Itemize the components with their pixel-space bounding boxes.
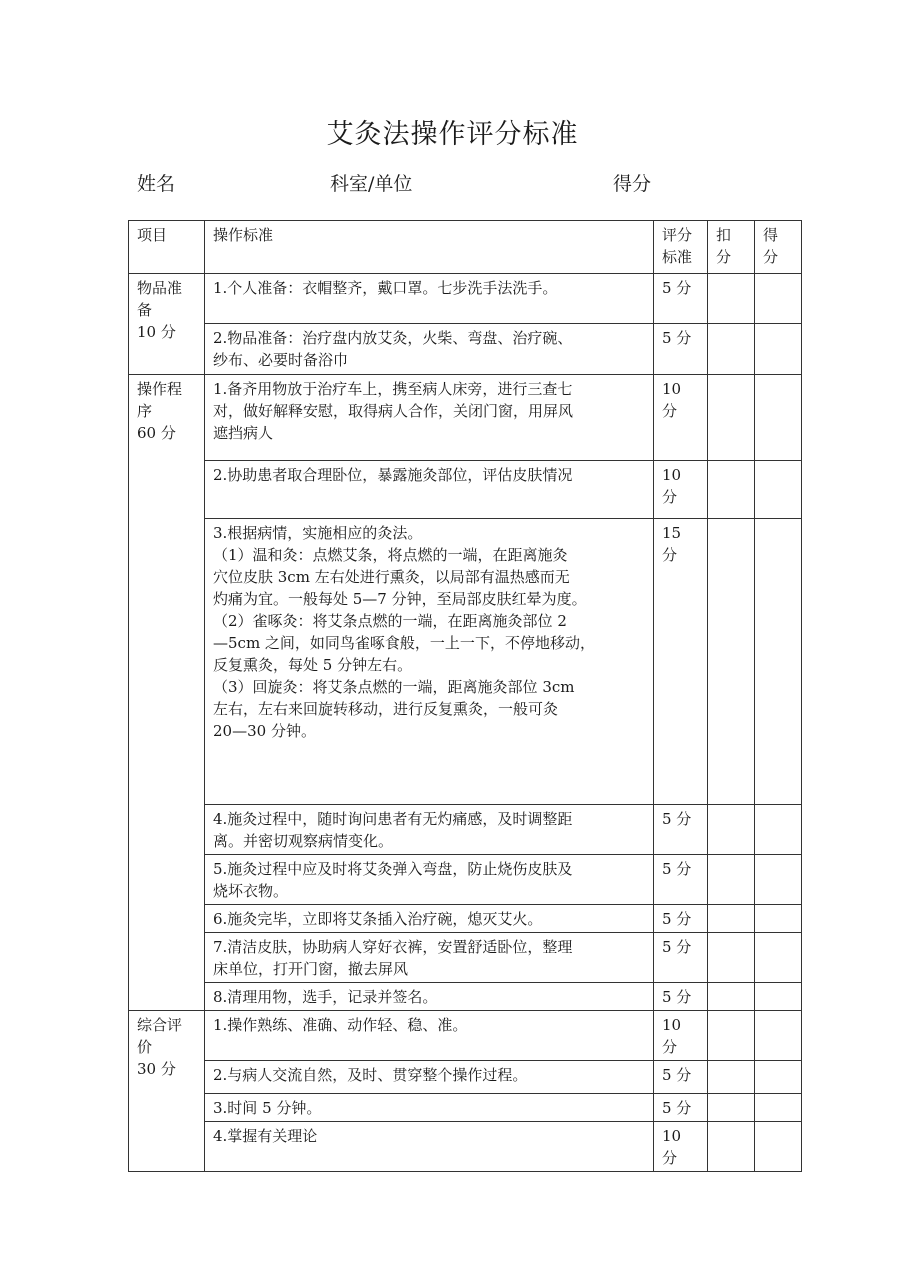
got-score-cell[interactable] (755, 983, 802, 1011)
got-score-cell[interactable] (755, 1094, 802, 1122)
standard-cell: 4.掌握有关理论 (205, 1122, 654, 1172)
standard-cell: 3.时间 5 分钟。 (205, 1094, 654, 1122)
got-score-cell[interactable] (755, 461, 802, 519)
score-standard-cell: 5 分 (654, 933, 708, 983)
dept-label: 科室/单位 (330, 173, 413, 195)
table-row (129, 1122, 802, 1172)
score-label: 得分 (613, 173, 652, 195)
table-row (129, 1011, 802, 1061)
got-score-cell[interactable] (755, 274, 802, 324)
deduct-cell[interactable] (708, 461, 755, 519)
score-standard-cell: 15 分 (654, 519, 708, 805)
table-row (129, 1061, 802, 1094)
score-standard-cell: 10 分 (654, 461, 708, 519)
section-label: 综合评 价 30 分 (129, 1011, 205, 1172)
table-row (129, 375, 802, 461)
got-score-cell[interactable] (755, 1061, 802, 1094)
got-score-cell[interactable] (755, 805, 802, 855)
got-score-cell[interactable] (755, 1122, 802, 1172)
score-standard-cell: 5 分 (654, 905, 708, 933)
section-label: 物品准 备 10 分 (129, 274, 205, 375)
scoring-table (128, 220, 802, 1172)
header-item: 项目 (129, 221, 205, 274)
deduct-cell[interactable] (708, 905, 755, 933)
deduct-cell[interactable] (708, 375, 755, 461)
standard-cell: 1.操作熟练、准确、动作轻、稳、准。 (205, 1011, 654, 1061)
table-row (129, 274, 802, 324)
standard-cell: 1.备齐用物放于治疗车上，携至病人床旁，进行三查七 对，做好解释安慰，取得病人合作，关闭门窗，用屏风 遮挡病人 (205, 375, 654, 461)
deduct-cell[interactable] (708, 933, 755, 983)
score-standard-cell: 5 分 (654, 324, 708, 375)
header-got: 得 分 (755, 221, 802, 274)
table-row (129, 1094, 802, 1122)
deduct-cell[interactable] (708, 274, 755, 324)
page-title: 艾灸法操作评分标准 (326, 119, 579, 150)
score-standard-cell: 5 分 (654, 1094, 708, 1122)
header-score-standard: 评分 标准 (654, 221, 708, 274)
got-score-cell[interactable] (755, 855, 802, 905)
deduct-cell[interactable] (708, 855, 755, 905)
header-deduct: 扣 分 (708, 221, 755, 274)
table-row (129, 905, 802, 933)
table-row (129, 805, 802, 855)
got-score-cell[interactable] (755, 375, 802, 461)
standard-cell: 4.施灸过程中，随时询问患者有无灼痛感，及时调整距 离。并密切观察病情变化。 (205, 805, 654, 855)
table-row (129, 983, 802, 1011)
score-standard-cell: 5 分 (654, 274, 708, 324)
table-row (129, 519, 802, 805)
score-standard-cell: 10 分 (654, 375, 708, 461)
score-standard-cell: 5 分 (654, 855, 708, 905)
header-standard: 操作标准 (205, 221, 654, 274)
standard-cell: 3.根据病情，实施相应的灸法。 （1）温和灸：点燃艾条，将点燃的一端，在距离施灸 穴位皮肤 3cm 左右处进行熏灸，以局部有温热感而无 灼痛为宜。一般每处 5—7 分钟，至局部皮肤红晕为度。 （2）雀啄灸：将艾条点燃的一端，在距离施灸部位 2 —5cm 之间，如同鸟雀啄食般，一上一下，不停地移动， 反复熏灸，每处 5 分钟左右。 （3）回旋灸：将艾条点燃的一端，距离施灸部位 3cm 左右，左右来回旋转移动，进行反复熏灸，一般可灸 20—30 分钟。 (205, 519, 654, 805)
got-score-cell[interactable] (755, 933, 802, 983)
score-standard-cell: 5 分 (654, 983, 708, 1011)
score-standard-cell: 10 分 (654, 1122, 708, 1172)
score-standard-cell: 10 分 (654, 1011, 708, 1061)
name-label: 姓名 (137, 173, 176, 195)
header-row (129, 221, 802, 274)
section-label: 操作程 序 60 分 (129, 375, 205, 1011)
got-score-cell[interactable] (755, 1011, 802, 1061)
deduct-cell[interactable] (708, 1094, 755, 1122)
got-score-cell[interactable] (755, 905, 802, 933)
standard-cell: 2.物品准备：治疗盘内放艾灸，火柴、弯盘、治疗碗、 纱布、必要时备浴巾 (205, 324, 654, 375)
got-score-cell[interactable] (755, 324, 802, 375)
standard-cell: 2.协助患者取合理卧位，暴露施灸部位，评估皮肤情况 (205, 461, 654, 519)
standard-cell: 6.施灸完毕，立即将艾条插入治疗碗，熄灭艾火。 (205, 905, 654, 933)
score-standard-cell: 5 分 (654, 1061, 708, 1094)
standard-cell: 8.清理用物，选手，记录并签名。 (205, 983, 654, 1011)
deduct-cell[interactable] (708, 324, 755, 375)
deduct-cell[interactable] (708, 1061, 755, 1094)
deduct-cell[interactable] (708, 805, 755, 855)
standard-cell: 5.施灸过程中应及时将艾灸弹入弯盘，防止烧伤皮肤及 烧坏衣物。 (205, 855, 654, 905)
standard-cell: 7.清洁皮肤，协助病人穿好衣裤，安置舒适卧位，整理 床单位，打开门窗，撤去屏风 (205, 933, 654, 983)
table-row (129, 933, 802, 983)
deduct-cell[interactable] (708, 1122, 755, 1172)
deduct-cell[interactable] (708, 1011, 755, 1061)
score-standard-cell: 5 分 (654, 805, 708, 855)
table-row (129, 855, 802, 905)
deduct-cell[interactable] (708, 983, 755, 1011)
table-row (129, 324, 802, 375)
table-row (129, 461, 802, 519)
got-score-cell[interactable] (755, 519, 802, 805)
standard-cell: 2.与病人交流自然，及时、贯穿整个操作过程。 (205, 1061, 654, 1094)
deduct-cell[interactable] (708, 519, 755, 805)
standard-cell: 1.个人准备：衣帽整齐，戴口罩。七步洗手法洗手。 (205, 274, 654, 324)
